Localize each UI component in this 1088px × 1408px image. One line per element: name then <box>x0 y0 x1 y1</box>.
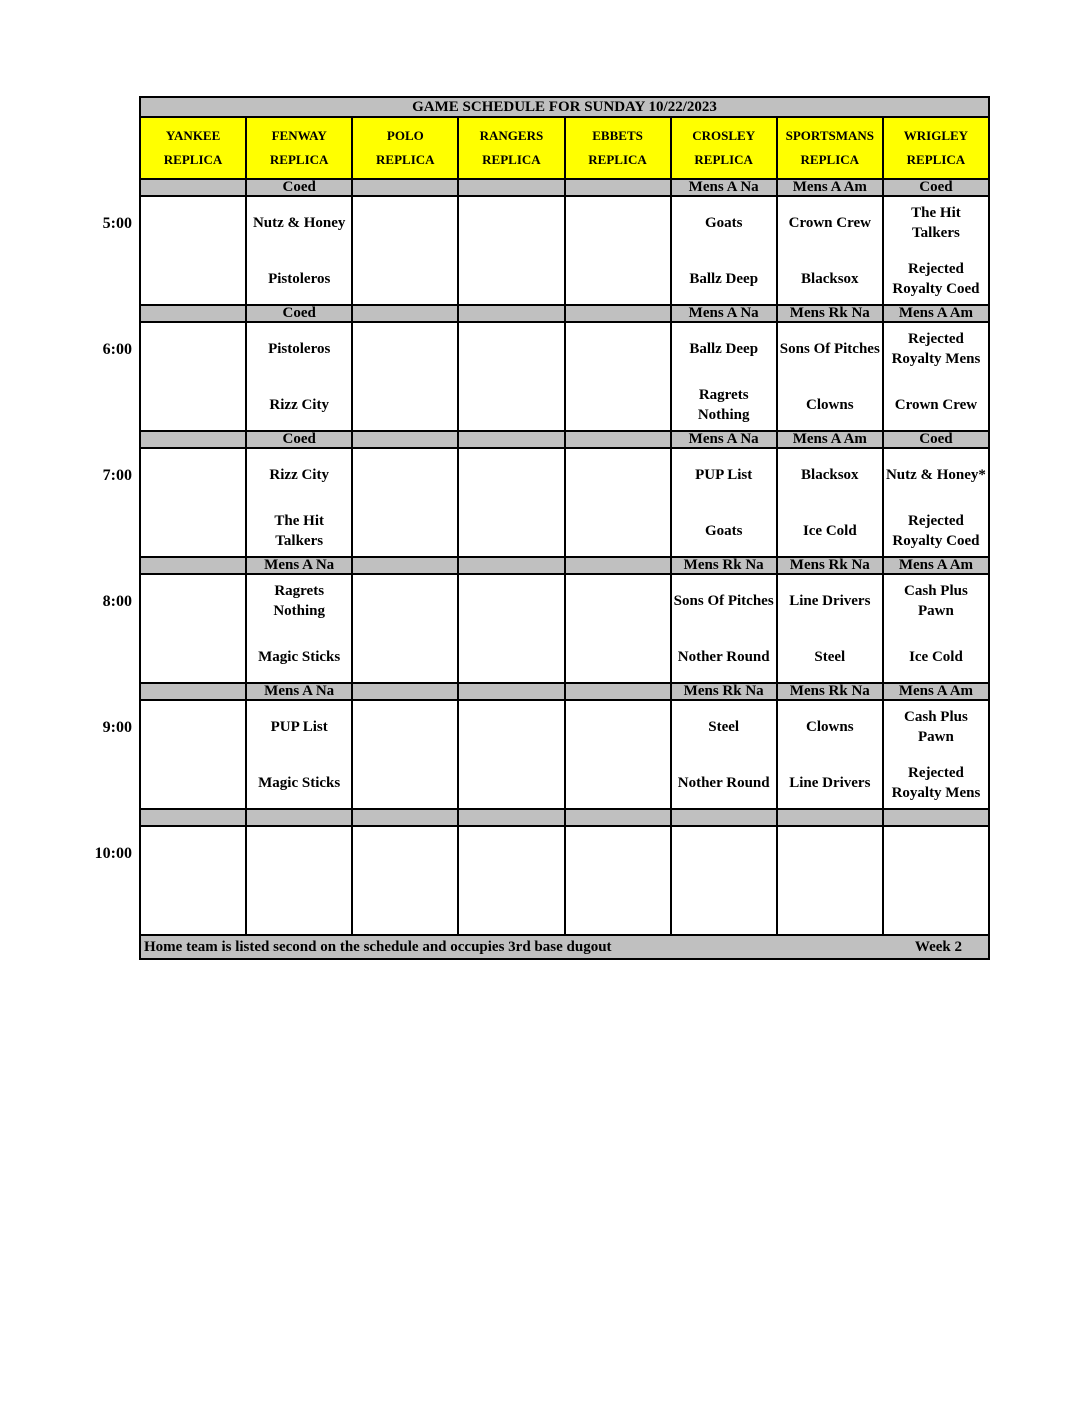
division-label: Mens A Na <box>245 558 351 575</box>
home-team <box>141 383 245 427</box>
field-header-crosley <box>670 118 776 180</box>
away-team: Cash Plus Pawn <box>904 709 968 745</box>
time-label: 7:00 <box>102 467 132 484</box>
division-label <box>351 432 457 449</box>
home-team <box>459 635 563 679</box>
field-subtitle: REPLICA <box>694 152 753 167</box>
away-team <box>566 831 670 875</box>
home-team: Rejected Royalty Coed <box>892 513 980 549</box>
time-slot-row <box>102 701 990 810</box>
away-team: Line Drivers <box>789 593 871 609</box>
division-label <box>564 180 670 197</box>
game-cell <box>245 449 351 558</box>
field-header-row <box>139 118 990 180</box>
game-cell <box>564 323 670 432</box>
field-header-polo <box>351 118 457 180</box>
field-header-ebbets <box>564 118 670 180</box>
division-label: Mens Rk Na <box>670 558 776 575</box>
division-label: Coed <box>882 432 990 449</box>
away-team <box>778 831 882 875</box>
home-team <box>459 761 563 805</box>
division-label: Mens A Na <box>670 432 776 449</box>
game-cell <box>102 701 245 810</box>
home-team: Nother Round <box>677 649 770 665</box>
home-team: Ballz Deep <box>689 271 759 287</box>
away-team <box>141 831 245 875</box>
game-cell <box>457 827 563 936</box>
footer-bar <box>139 936 990 960</box>
away-team <box>566 201 670 245</box>
home-team: Ragrets Nothing <box>697 387 750 423</box>
schedule-body <box>94 180 990 936</box>
time-slot-row <box>102 575 990 684</box>
home-team <box>141 257 245 301</box>
home-team: Magic Sticks <box>258 649 341 665</box>
time-slot-row <box>102 323 990 432</box>
field-header-sportsmans <box>776 118 882 180</box>
division-row <box>139 684 990 701</box>
away-team <box>353 831 457 875</box>
home-team <box>566 257 670 301</box>
division-label <box>245 810 351 827</box>
division-label <box>351 684 457 701</box>
time-label: 8:00 <box>102 593 132 610</box>
division-label <box>564 558 670 575</box>
away-team <box>566 327 670 371</box>
away-team <box>459 831 563 875</box>
game-cell <box>351 449 457 558</box>
home-team: Steel <box>814 649 846 665</box>
game-cell <box>776 827 882 936</box>
game-cell <box>245 197 351 306</box>
home-team: Clowns <box>806 397 854 413</box>
away-team <box>141 705 245 749</box>
game-cell <box>102 197 245 306</box>
field-name: FENWAY <box>271 128 327 143</box>
home-team <box>566 509 670 553</box>
division-label <box>139 180 245 197</box>
away-team: Sons Of Pitches <box>673 593 774 609</box>
home-team <box>459 509 563 553</box>
division-label: Mens A Am <box>776 180 882 197</box>
division-label: Mens Rk Na <box>670 684 776 701</box>
home-team <box>459 257 563 301</box>
field-subtitle: REPLICA <box>588 152 647 167</box>
division-label: Mens A Na <box>670 180 776 197</box>
away-team: Blacksox <box>801 467 859 483</box>
home-team <box>353 761 457 805</box>
away-team <box>247 831 351 875</box>
division-label <box>776 810 882 827</box>
game-cell <box>457 701 563 810</box>
game-cell <box>457 575 563 684</box>
game-cell <box>670 449 776 558</box>
division-row <box>139 180 990 197</box>
division-label <box>564 684 670 701</box>
division-label <box>139 306 245 323</box>
field-subtitle: REPLICA <box>269 152 329 167</box>
away-team <box>353 327 457 371</box>
game-cell <box>245 827 351 936</box>
game-cell <box>776 197 882 306</box>
home-team <box>247 887 351 931</box>
game-cell <box>564 449 670 558</box>
home-team: Ice Cold <box>909 649 963 665</box>
field-name: EBBETS <box>592 128 643 143</box>
home-team <box>566 635 670 679</box>
field-header-rangers <box>457 118 563 180</box>
home-team <box>459 383 563 427</box>
home-team <box>141 635 245 679</box>
division-row <box>139 558 990 575</box>
away-team <box>141 579 245 623</box>
game-cell <box>882 575 990 684</box>
away-team <box>884 831 988 875</box>
home-team: Rejected Royalty Mens <box>891 765 981 801</box>
game-cell <box>776 575 882 684</box>
game-cell <box>102 449 245 558</box>
home-team <box>141 887 245 931</box>
schedule-table <box>94 96 990 960</box>
time-slot-row <box>102 449 990 558</box>
game-cell <box>102 323 245 432</box>
game-cell <box>245 575 351 684</box>
away-team <box>141 201 245 245</box>
home-team <box>353 509 457 553</box>
division-label: Coed <box>882 180 990 197</box>
game-cell <box>102 575 245 684</box>
field-header-yankee <box>139 118 245 180</box>
division-label <box>457 180 563 197</box>
home-team: Rejected Royalty Coed <box>892 261 980 297</box>
game-cell <box>776 323 882 432</box>
home-team <box>566 761 670 805</box>
field-subtitle: REPLICA <box>376 152 435 167</box>
game-cell <box>564 827 670 936</box>
game-cell <box>564 701 670 810</box>
division-label <box>139 684 245 701</box>
away-team: Nutz & Honey* <box>885 467 986 483</box>
away-team: Ragrets Nothing <box>273 583 326 619</box>
game-cell <box>351 827 457 936</box>
division-label: Coed <box>245 180 351 197</box>
game-cell <box>882 323 990 432</box>
home-team <box>353 383 457 427</box>
game-cell <box>457 449 563 558</box>
time-label: 5:00 <box>102 215 132 232</box>
division-label <box>351 306 457 323</box>
game-cell <box>776 701 882 810</box>
home-team <box>672 887 776 931</box>
home-team <box>141 761 245 805</box>
game-cell <box>245 701 351 810</box>
home-team <box>353 257 457 301</box>
game-cell <box>882 827 990 936</box>
home-team <box>884 887 988 931</box>
division-row <box>139 432 990 449</box>
division-row <box>139 810 990 827</box>
field-subtitle: REPLICA <box>800 152 860 167</box>
game-cell <box>670 197 776 306</box>
division-label <box>139 558 245 575</box>
home-team: Pistoleros <box>268 271 331 287</box>
game-cell <box>564 197 670 306</box>
away-team <box>566 579 670 623</box>
division-label: Mens Rk Na <box>776 306 882 323</box>
away-team: Pistoleros <box>268 341 331 357</box>
away-team <box>353 201 457 245</box>
game-cell <box>94 827 245 936</box>
division-label <box>139 810 245 827</box>
division-label <box>457 684 563 701</box>
away-team <box>459 579 563 623</box>
division-label <box>882 810 990 827</box>
home-team <box>141 509 245 553</box>
home-team: Rizz City <box>269 397 329 413</box>
field-subtitle: REPLICA <box>163 152 223 167</box>
field-name: WRIGLEY <box>903 128 969 143</box>
field-name: RANGERS <box>479 128 544 143</box>
game-cell <box>776 449 882 558</box>
division-label: Mens Rk Na <box>776 684 882 701</box>
game-cell <box>670 701 776 810</box>
away-team <box>459 327 563 371</box>
time-label: 6:00 <box>102 341 132 358</box>
away-team <box>672 831 776 875</box>
game-cell <box>882 197 990 306</box>
division-label: Coed <box>245 306 351 323</box>
away-team <box>459 201 563 245</box>
away-team <box>353 579 457 623</box>
away-team: Goats <box>704 215 743 231</box>
division-label <box>457 306 563 323</box>
division-label <box>457 432 563 449</box>
division-label <box>457 810 563 827</box>
game-cell <box>245 323 351 432</box>
division-label: Mens Rk Na <box>776 558 882 575</box>
division-label <box>351 558 457 575</box>
game-cell <box>351 323 457 432</box>
division-label <box>139 432 245 449</box>
division-label <box>670 810 776 827</box>
game-cell <box>670 827 776 936</box>
home-team: Line Drivers <box>789 775 871 791</box>
game-cell <box>351 575 457 684</box>
home-team <box>353 635 457 679</box>
home-team <box>353 887 457 931</box>
schedule-title: GAME SCHEDULE FOR SUNDAY 10/22/2023 <box>139 96 990 118</box>
week-label: Week 2 <box>914 938 962 955</box>
game-cell <box>882 449 990 558</box>
away-team <box>353 705 457 749</box>
division-label: Coed <box>245 432 351 449</box>
away-team <box>141 327 245 371</box>
away-team: The Hit Talkers <box>911 205 961 241</box>
time-slot-row <box>102 197 990 306</box>
away-team: PUP List <box>695 467 753 483</box>
game-cell <box>457 323 563 432</box>
division-label <box>351 810 457 827</box>
field-subtitle: REPLICA <box>482 152 541 167</box>
game-cell <box>670 323 776 432</box>
home-team: Goats <box>704 523 743 539</box>
away-team: Sons Of Pitches <box>779 341 880 357</box>
home-team: Ice Cold <box>802 523 857 539</box>
away-team <box>566 705 670 749</box>
game-cell <box>457 197 563 306</box>
field-header-wrigley <box>882 118 990 180</box>
game-cell <box>351 197 457 306</box>
home-team: Nother Round <box>677 775 770 791</box>
away-team <box>141 453 245 497</box>
division-label: Mens A Am <box>882 684 990 701</box>
field-subtitle: REPLICA <box>906 152 966 167</box>
division-label <box>351 180 457 197</box>
home-team <box>778 887 882 931</box>
time-label: 10:00 <box>94 845 132 862</box>
field-name: POLO <box>386 128 424 143</box>
home-team: Blacksox <box>801 271 859 287</box>
division-label <box>564 432 670 449</box>
game-cell <box>670 575 776 684</box>
division-label: Mens A Na <box>245 684 351 701</box>
home-team <box>566 383 670 427</box>
away-team: Crown Crew <box>788 215 871 231</box>
field-header-fenway <box>245 118 351 180</box>
away-team: Rejected Royalty Mens <box>891 331 981 367</box>
home-team: Magic Sticks <box>258 775 341 791</box>
field-name: YANKEE <box>165 128 221 143</box>
away-team <box>353 453 457 497</box>
field-name: CROSLEY <box>692 128 756 143</box>
division-label: Mens A Na <box>670 306 776 323</box>
away-team: Nutz & Honey <box>252 215 346 231</box>
away-team: Rizz City <box>269 467 329 483</box>
home-team <box>459 887 563 931</box>
division-label: Mens A Am <box>882 306 990 323</box>
division-label <box>564 306 670 323</box>
away-team <box>459 705 563 749</box>
division-label: Mens A Am <box>776 432 882 449</box>
away-team: Steel <box>708 719 740 735</box>
game-cell <box>351 701 457 810</box>
game-cell <box>882 701 990 810</box>
time-label: 9:00 <box>102 719 132 736</box>
division-row <box>139 306 990 323</box>
field-name: SPORTSMANS <box>785 128 875 143</box>
footer-note: Home team is listed second on the schedule and occupies 3rd base dugout <box>144 938 612 955</box>
division-label: Mens A Am <box>882 558 990 575</box>
home-team: The Hit Talkers <box>274 513 324 549</box>
away-team: PUP List <box>270 719 328 735</box>
division-label <box>564 810 670 827</box>
away-team: Clowns <box>806 719 854 735</box>
game-cell <box>564 575 670 684</box>
home-team <box>566 887 670 931</box>
away-team: Cash Plus Pawn <box>904 583 968 619</box>
home-team: Crown Crew <box>894 397 978 413</box>
division-label <box>457 558 563 575</box>
time-slot-row <box>94 827 990 936</box>
away-team <box>459 453 563 497</box>
away-team <box>566 453 670 497</box>
away-team: Ballz Deep <box>689 341 759 357</box>
